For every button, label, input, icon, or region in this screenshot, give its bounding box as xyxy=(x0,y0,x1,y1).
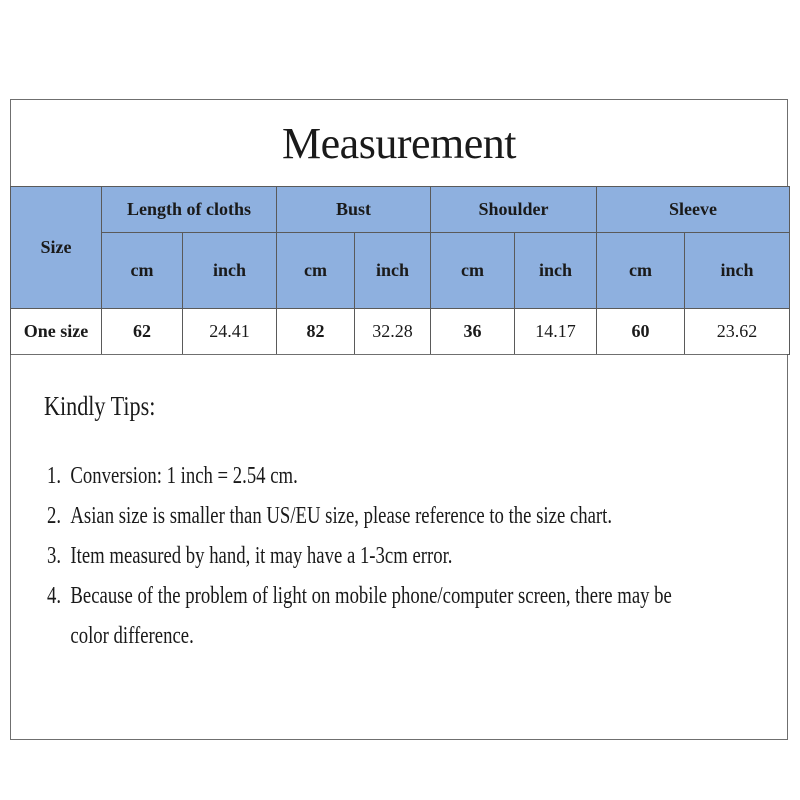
unit-header: cm xyxy=(102,233,183,309)
size-cell: One size xyxy=(11,309,102,355)
group-bust-header: Bust xyxy=(277,187,431,233)
size-header: Size xyxy=(11,187,102,309)
tip-number: 4. xyxy=(47,583,62,609)
value-cell: 14.17 xyxy=(515,309,597,355)
tips-list xyxy=(47,456,800,656)
unit-header: inch xyxy=(183,233,277,309)
value-cell: 82 xyxy=(277,309,355,355)
section-divider xyxy=(11,354,787,355)
group-length-header: Length of cloths xyxy=(102,187,277,233)
table-unit-row xyxy=(11,233,790,309)
unit-header: cm xyxy=(431,233,515,309)
tip-text: Item measured by hand, it may have a 1-3cm error. xyxy=(70,543,453,569)
tip-number: 1. xyxy=(47,463,62,489)
value-cell: 36 xyxy=(431,309,515,355)
value-cell: 32.28 xyxy=(355,309,431,355)
unit-header: inch xyxy=(515,233,597,309)
size-chart-table xyxy=(10,186,790,355)
table-row xyxy=(11,309,790,355)
tip-item xyxy=(47,576,702,656)
tip-text: Because of the problem of light on mobile phone/computer screen, there may be xyxy=(70,583,672,609)
unit-header: cm xyxy=(277,233,355,309)
unit-header: inch xyxy=(355,233,431,309)
page-title: Measurement xyxy=(282,118,516,168)
tip-item xyxy=(47,536,702,576)
tip-text: Conversion: 1 inch = 2.54 cm. xyxy=(70,463,298,489)
value-cell: 24.41 xyxy=(183,309,277,355)
tip-number: 3. xyxy=(47,543,62,569)
value-cell: 60 xyxy=(597,309,685,355)
tip-item xyxy=(47,456,702,496)
tip-text: Asian size is smaller than US/EU size, please reference to the size chart. xyxy=(70,503,613,529)
group-shoulder-header: Shoulder xyxy=(431,187,597,233)
value-cell: 62 xyxy=(102,309,183,355)
tip-item xyxy=(47,496,702,536)
tip-number: 2. xyxy=(47,503,62,529)
measurement-card xyxy=(10,99,788,740)
group-sleeve-header: Sleeve xyxy=(597,187,790,233)
tips-title: Kindly Tips: xyxy=(44,391,156,421)
value-cell: 23.62 xyxy=(685,309,790,355)
unit-header: cm xyxy=(597,233,685,309)
unit-header: inch xyxy=(685,233,790,309)
table-header-row xyxy=(11,187,790,233)
tip-text-continued: color difference. xyxy=(70,623,194,649)
